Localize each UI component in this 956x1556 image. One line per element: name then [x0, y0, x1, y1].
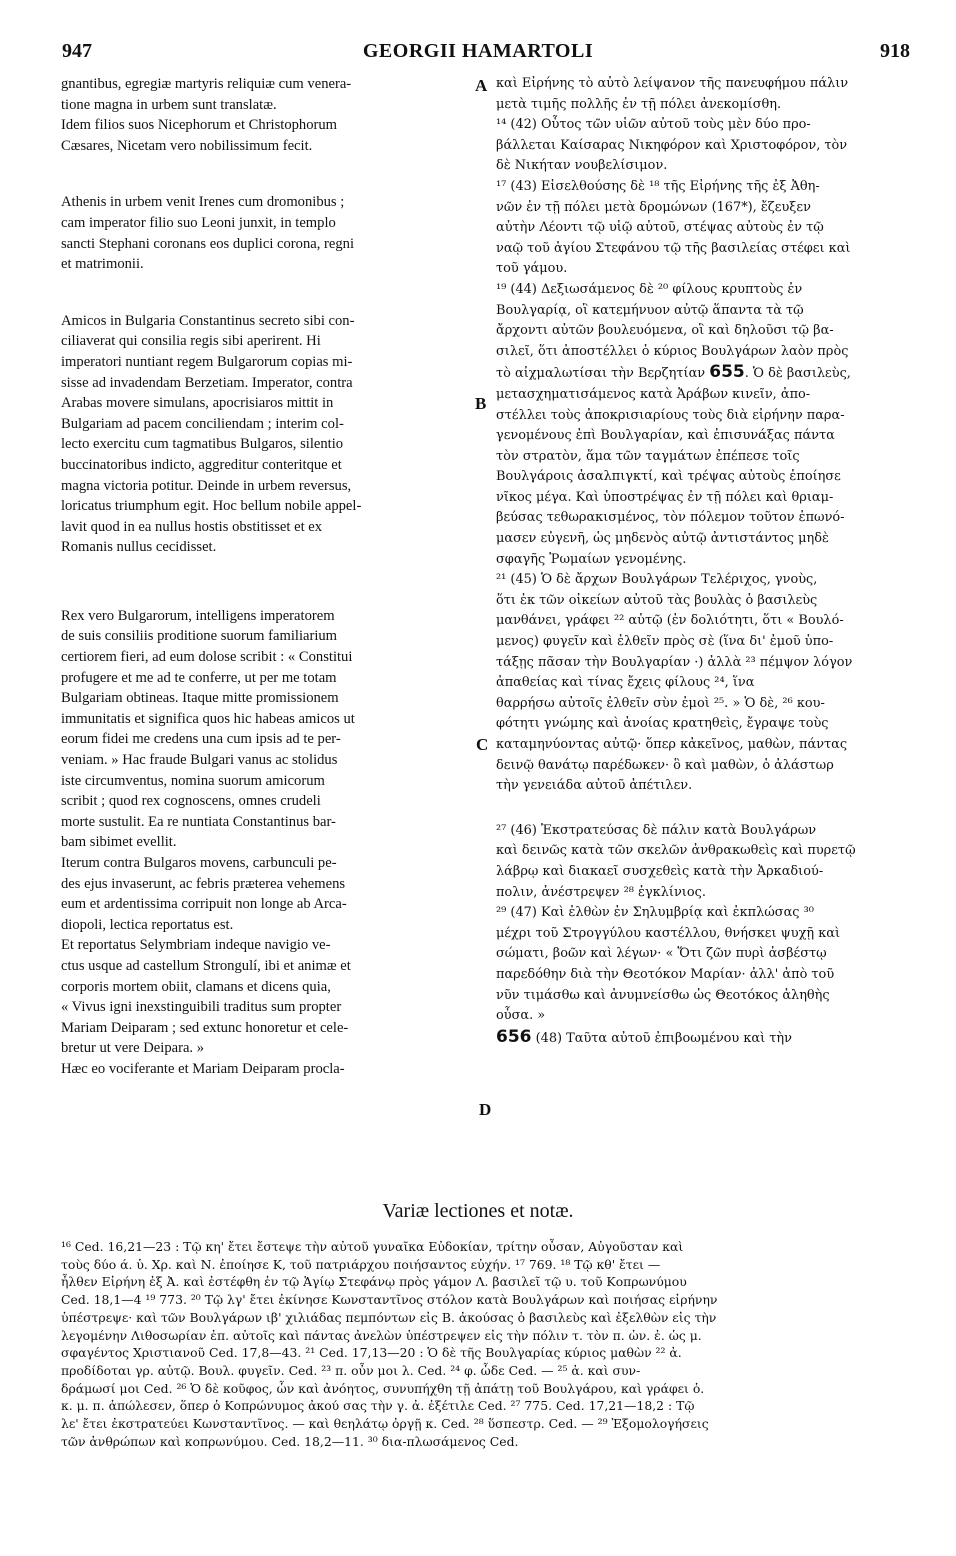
text-line: βεύσας τεθωρακισμένος, τὸν πόλεμον τοῦτον ἐπωνό- — [496, 510, 845, 526]
note-line: τῶν ἀνθρώπων καὶ κοπρωνύμου. Ced. 18,2—11. ³⁰ δια-πλωσάμενος Ced. — [61, 1433, 519, 1449]
greek-column — [496, 74, 908, 1049]
greek-paragraph — [496, 74, 908, 115]
text-line: αὐτὴν Λέοντι τῷ υἱῷ αὐτοῦ, στέψας αὐτοὺς ἐν τῷ — [496, 220, 824, 236]
page-number-right: 918 — [880, 40, 910, 62]
text-line: λάβρῳ καὶ διακαεῖ συσχεθεὶς κατὰ τὴν Ἀρκαδιού- — [496, 863, 824, 879]
latin-paragraph — [61, 606, 457, 853]
text-line: buccinatoribus indicto, aggreditur conteritque et — [61, 456, 342, 473]
text-line: certiorem fieri, ad eum dolose scribit : « Constitui — [61, 649, 353, 666]
text-line: tione magna in urbem sunt translatæ. — [61, 96, 277, 113]
greek-paragraph — [496, 570, 908, 797]
greek-paragraph — [496, 115, 908, 177]
text-line: veniam. » Hac fraude Bulgari vanus ac stolidus — [61, 752, 338, 769]
text-line: morte sustulit. Ea re nuntiata Constantinus bar- — [61, 813, 336, 830]
text-line: ¹⁴ (42) Οὗτος τῶν υἱῶν αὐτοῦ τοὺς μὲν δύο προ- — [496, 117, 811, 133]
text-line: τὸν στρατὸν, ἅμα τῶν ταγμάτων ἐπέπεσε τοῖς — [496, 448, 800, 464]
text-line: δεινῷ θανάτῳ παρέδωκεν· ὃ καὶ μαθὼν, ὁ ἀλάστωρ — [496, 757, 834, 773]
text-line: μετὰ τιμῆς πολλῆς ἐν τῇ πόλει ἀνεκομίσθη. — [496, 96, 782, 112]
variant-readings-notes — [61, 1238, 911, 1450]
greek-paragraph — [496, 177, 908, 280]
text-line: cam imperator filio suo Leoni junxit, in templo — [61, 214, 336, 231]
text-line: et matrimonii. — [61, 256, 144, 273]
text-line: σώματι, βοῶν καὶ λέγων· « Ὅτι ζῶν πυρὶ ἀσβέστῳ — [496, 946, 827, 962]
note-line: ἦλθεν Εἰρήνη ἐξ Ἀ. καὶ ἐστέφθη ἐν τῷ Ἁγίῳ Στεφάνῳ πρὸς γάμον Λ. βασιλεῖ τῷ υ. τοῦ Κοπρωνύμου — [61, 1274, 687, 1290]
note-line: λε' ἔτει ἐκστρατεύει Κωνσταντῖνος. — καὶ θεηλάτῳ ὀργῇ κ. Ced. ²⁸ ὕσπεστρ. Ced. — ²⁹ Ἐξομολογήσεις — [61, 1416, 709, 1432]
latin-column — [61, 74, 457, 1080]
text-line: Bulgariam obtineas. Itaque mitte promissionem — [61, 690, 339, 707]
greek-paragraph — [496, 903, 908, 1049]
text-line: παρεδόθην διὰ τὴν Θεοτόκον Μαρίαν· ἀλλ' ἀπὸ τοῦ — [496, 966, 835, 982]
text-line: Et reportatus Selymbriam indeque navigio ve- — [61, 937, 331, 954]
text-line: gnantibus, egregiæ martyris reliquiæ cum venera- — [61, 76, 352, 92]
text-line: Romanis nullus cecidisset. — [61, 539, 217, 556]
text-line: δὲ Νικήταν νουβελίσιμον. — [496, 158, 668, 174]
text-line: θαρρήσω αὐτοῖς ἐλθεῖν σὺν ἐμοὶ ²⁵. » Ὁ δὲ, ²⁶ κου- — [496, 695, 825, 711]
text-line: μέχρι τοῦ Στρογγύλου καστέλλου, θνήσκει ψυχῇ καὶ — [496, 925, 841, 941]
note-line: κ. μ. π. ἀπώλεσεν, ὅπερ ὁ Κοπρώνυμος ἀκού σας τὴν γ. ἀ. ἐξέτιλε Ced. ²⁷ 775. Ced. 17,21—18,2 : Τῷ — [61, 1398, 695, 1414]
notes-heading: Variæ lectiones et notæ. — [382, 1200, 574, 1222]
note-line: σφαγέντος Χριστιανοῦ Ced. 17,8—43. ²¹ Ced. 17,13—20 : Ὁ δὲ τῆς Βουλγαρίας κύριος μαθὼν ²² ἀ. — [61, 1345, 682, 1361]
text-line: μετασχηματισάμενος κατὰ Ἀράβων κινεῖν, ἀπο- — [496, 386, 811, 402]
text-line: eum et ardentissima corripuit non longe ab Arca- — [61, 896, 347, 913]
text-line: Athenis in urbem venit Irenes cum dromonibus ; — [61, 194, 345, 211]
text-line: μασεν εὐγενῆ, ὡς μηδενὸς αὐτῷ ἀντιστάντος μηδὲ — [496, 531, 829, 547]
text-fragment: τὸ αἰχμαλωτίσαι τὴν Βερζητίαν — [496, 366, 706, 382]
margin-letter-a: A — [475, 76, 488, 95]
text-line: οὖσα. » — [496, 1008, 546, 1024]
margin-letter-b: B — [475, 394, 487, 413]
text-line: καὶ Εἰρήνης τὸ αὐτὸ λείψανον τῆς πανευφήμου πάλιν — [496, 76, 849, 91]
text-line: ἄρχοντι αὐτῶν βουλευόμενα, οἳ καὶ δηλοῦσι τῷ βα- — [496, 323, 834, 339]
text-line: μενος) φυγεῖν καὶ ἐλθεῖν πρὸς σὲ (ἵνα δι' ἐμοῦ ὑπο- — [496, 634, 834, 650]
text-line — [496, 1027, 908, 1050]
text-line: φότητι γνώμης καὶ ἀνοίας κρατηθεὶς, ἔγραψε τοὺς — [496, 716, 829, 732]
text-line: lavit quod in ea nullus hostis obstitisset et ex — [61, 518, 323, 535]
text-line: σφαγῆς Ῥωμαίων γενομένης. — [496, 551, 687, 567]
text-fragment: . Ὁ δὲ βασιλεὺς, — [744, 366, 851, 382]
text-line: Βουλγαρίᾳ, οἳ κατεμήνυον αὐτῷ ἅπαντα τὰ τῷ — [496, 302, 804, 318]
text-line: magna victoria potitur. Deinde in urbem reversus, — [61, 477, 352, 494]
page-marker: 655 — [709, 362, 745, 383]
text-line: Βουλγάροις ἀσαλπιγκτί, καὶ τρέψας αὐτοὺς ἐποίησε — [496, 469, 841, 485]
note-line: ¹⁶ Ced. 16,21—23 : Τῷ κη' ἔτει ἔστεψε τὴν αὐτοῦ γυναῖκα Εὐδοκίαν, τρίτην οὖσαν, Αὐγοῦσταν καὶ — [61, 1239, 684, 1254]
note-line: δράμωσί μοι Ced. ²⁶ Ὁ δὲ κοῦφος, ὧν καὶ ἀνόητος, συνυπήχθη τῇ ἀπάτῃ τοῦ Βουλγάρου, καὶ γράφει ὁ. — [61, 1380, 705, 1396]
page-number-left: 947 — [62, 40, 92, 62]
text-line: scribit ; quod rex cognoscens, omnes crudeli — [61, 793, 321, 810]
note-line: Ced. 18,1—4 ¹⁹ 773. ²⁰ Τῷ λγ' ἔτει ἐκίνησε Κωνσταντῖνος στόλον κατὰ Βουλγάρων καὶ ποιήσας εἰρήνην — [61, 1292, 718, 1308]
text-line: νῦν τιμάσθω καὶ ἀνυμνείσθω ὡς Θεοτόκος ἀληθὴς — [496, 987, 830, 1003]
text-line: ctus usque ad castellum Strongulí, ibi et animæ et — [61, 957, 351, 974]
text-line: πολιν, ἀνέστρεψεν ²⁸ ἐγκλίνιος. — [496, 884, 706, 900]
note-line: ὑπέστρεψε· καὶ τῶν Βουλγάρων ιβ' χιλιάδας πεμπόντων εἰς Β. ἀκούσας ὁ βασιλεὺς καὶ ἐξελθὼν εἰς τὴν — [61, 1309, 717, 1325]
text-line: diopoli, lectica reportatus est. — [61, 916, 234, 933]
page-marker: 656 — [496, 1026, 532, 1047]
text-line: καταμηνύοντας αὐτῷ· ὅπερ κἀκεῖνος, μαθὼν, πάντας — [496, 737, 848, 752]
greek-paragraph — [496, 821, 908, 903]
text-line: νῶν ἐν τῇ πόλει μετὰ δρομώνων (167*), ἔζευξεν — [496, 199, 811, 215]
text-line: καὶ δεινῶς κατὰ τῶν σκελῶν ἀνθρακωθεὶς καὶ πυρετῷ — [496, 843, 856, 859]
text-line: νῖκος μέγα. Καὶ ὑποστρέψας ἐν τῇ πόλει καὶ θριαμ- — [496, 489, 834, 505]
text-line: Iterum contra Bulgaros movens, carbunculi pe- — [61, 855, 337, 871]
running-header — [0, 40, 956, 68]
text-line: Bulgariam ad pacem conciliendam ; interim col- — [61, 415, 344, 432]
note-line: τοὺς δύο ά. ὑ. Χρ. καὶ Ν. ἐποίησε Κ, τοῦ πατριάρχου ποιήσαντος εὐχήν. ¹⁷ 769. ¹⁸ Τῷ κθ' ἔτει — — [61, 1256, 661, 1272]
text-line: de suis consiliis proditione suorum familiarium — [61, 628, 338, 645]
text-line: Arabas movere simulans, apocrisiaros mittit in — [61, 395, 334, 412]
text-line: ¹⁷ (43) Εἰσελθούσης δὲ ¹⁸ τῆς Εἰρήνης τῆς ἐξ Ἀθη- — [496, 178, 820, 194]
text-line: Amicos in Bulgaria Constantinus secreto sibi con- — [61, 312, 355, 329]
text-line: ὅτι ἐκ τῶν οἰκείων αὐτοῦ τὰς βουλὰς ὁ βασιλεὺς — [496, 592, 818, 608]
text-line: τὴν γενειάδα αὐτοῦ ἀπέτιλεν. — [496, 778, 693, 794]
text-line: σιλεῖ, ὅτι ἀποστέλλει ὁ κύριος Βουλγάρων λαὸν πρὸς — [496, 343, 849, 359]
text-line: sisse ad invadendam Berzetiam. Imperator, contra — [61, 374, 353, 391]
text-line: στέλλει τοὺς ἀποκρισιαρίους τοὺς διὰ εἰρήνην παρα- — [496, 407, 845, 423]
text-line: μανθάνει, γράφει ²² αὐτῷ (ἐν δολιότητι, ὅτι « Βουλό- — [496, 613, 844, 629]
text-line: ἀπαθείας καὶ τίνας ἔχεις φίλους ²⁴, ἵνα — [496, 675, 755, 691]
text-line: lecto exercitu cum tagmatibus Bulgaros, silentio — [61, 436, 344, 453]
text-fragment: (48) Ταῦτα αὐτοῦ ἐπιβοωμένου καὶ τὴν — [531, 1030, 792, 1046]
text-line: corporis mortem obiit, clamans et dicens quia, — [61, 978, 331, 995]
text-line: Idem filios suos Nicephorum et Christophorum — [61, 117, 338, 134]
text-line: Hæc eo vociferante et Mariam Deiparam procla- — [61, 1060, 345, 1077]
text-line: Rex vero Bulgarorum, intelligens imperatorem — [61, 607, 335, 624]
latin-paragraph — [61, 74, 457, 156]
note-line: προδίδοται γρ. αὐτῷ. Βουλ. φυγεῖν. Ced. ²³ π. οὖν μοι λ. Ced. ²⁴ φ. ὧδε Ced. — ²⁵ ἀ. καὶ συν- — [61, 1362, 641, 1378]
text-line: τάξῃς πᾶσαν τὴν Βουλγαρίαν ·) ἀλλὰ ²³ πέμψον λόγον — [496, 654, 853, 670]
text-line — [496, 362, 908, 385]
margin-letter-d: D — [479, 1100, 492, 1119]
latin-paragraph — [61, 853, 457, 935]
text-line: ²⁹ (47) Καὶ ἐλθὼν ἐν Σηλυμβρίᾳ καὶ ἐκπλώσας ³⁰ — [496, 905, 814, 921]
text-line: bam sibimet evellit. — [61, 834, 177, 851]
text-line: ¹⁹ (44) Δεξιωσάμενος δὲ ²⁰ φίλους κρυπτοὺς ἐν — [496, 281, 803, 297]
text-line: ciliaverat qui consilia regis sibi aperirent. Hi — [61, 333, 321, 350]
greek-paragraph — [496, 280, 908, 570]
text-line: des ejus invaserunt, ac febris præterea vehemens — [61, 875, 346, 892]
text-line: profugere et me ad te conferre, ut per me totam — [61, 669, 337, 686]
text-line: bretur ut vere Deipara. » — [61, 1040, 205, 1057]
latin-paragraph — [61, 311, 457, 558]
text-line: iste circumventus, nomina suorum amicorum — [61, 772, 325, 789]
text-line: Mariam Deiparam ; sed extunc honoretur et cele- — [61, 1019, 349, 1036]
text-line: ²¹ (45) Ὁ δὲ ἄρχων Βουλγάρων Τελέριχος, γνοὺς, — [496, 572, 818, 588]
text-line: loricatus triumphum egit. Hoc bellum nobile appel- — [61, 498, 362, 515]
text-line: imperatori nuntiant regem Bulgarorum copias mi- — [61, 353, 353, 370]
text-line: ²⁷ (46) Ἐκστρατεύσας δὲ πάλιν κατὰ Βουλγάρων — [496, 822, 817, 838]
text-line: τοῦ γάμου. — [496, 261, 568, 277]
text-line: eorum fidei me credens una cum ipsis ad te per- — [61, 731, 341, 748]
text-line: Cæsares, Nicetam vero nobilissimum fecit. — [61, 137, 313, 154]
text-line: γενομένους ἐπὶ Βουλγαρίαν, καὶ ἐπισυνάξας πάντα — [496, 428, 835, 444]
latin-paragraph — [61, 935, 457, 1079]
text-line: « Vivus igni inexstinguibili traditus sum propter — [61, 999, 342, 1016]
text-line: ναῷ τοῦ ἁγίου Στεφάνου τῷ τῆς βασιλείας στέφει καὶ — [496, 240, 851, 256]
text-line: immunitatis et significa quos hic habeas amicos ut — [61, 710, 355, 727]
latin-paragraph — [61, 192, 457, 274]
note-line: λεγομένην Λιθοσωρίαν ἐπ. αὐτοῖς καὶ πάντας ἀνελὼν ὑπέστρεψεν εἰς τὴν πόλιν τ. τὸν π. ὠν. ἐ. ὡς μ. — [61, 1327, 702, 1343]
text-line: sancti Stephani coronans eos duplici corona, regni — [61, 235, 355, 252]
text-line: βάλλεται Καίσαρας Νικηφόρον καὶ Χριστοφόρον, τὸν — [496, 137, 848, 153]
running-title: GEORGII HAMARTOLI — [362, 40, 594, 62]
margin-letter-c: C — [476, 735, 489, 754]
